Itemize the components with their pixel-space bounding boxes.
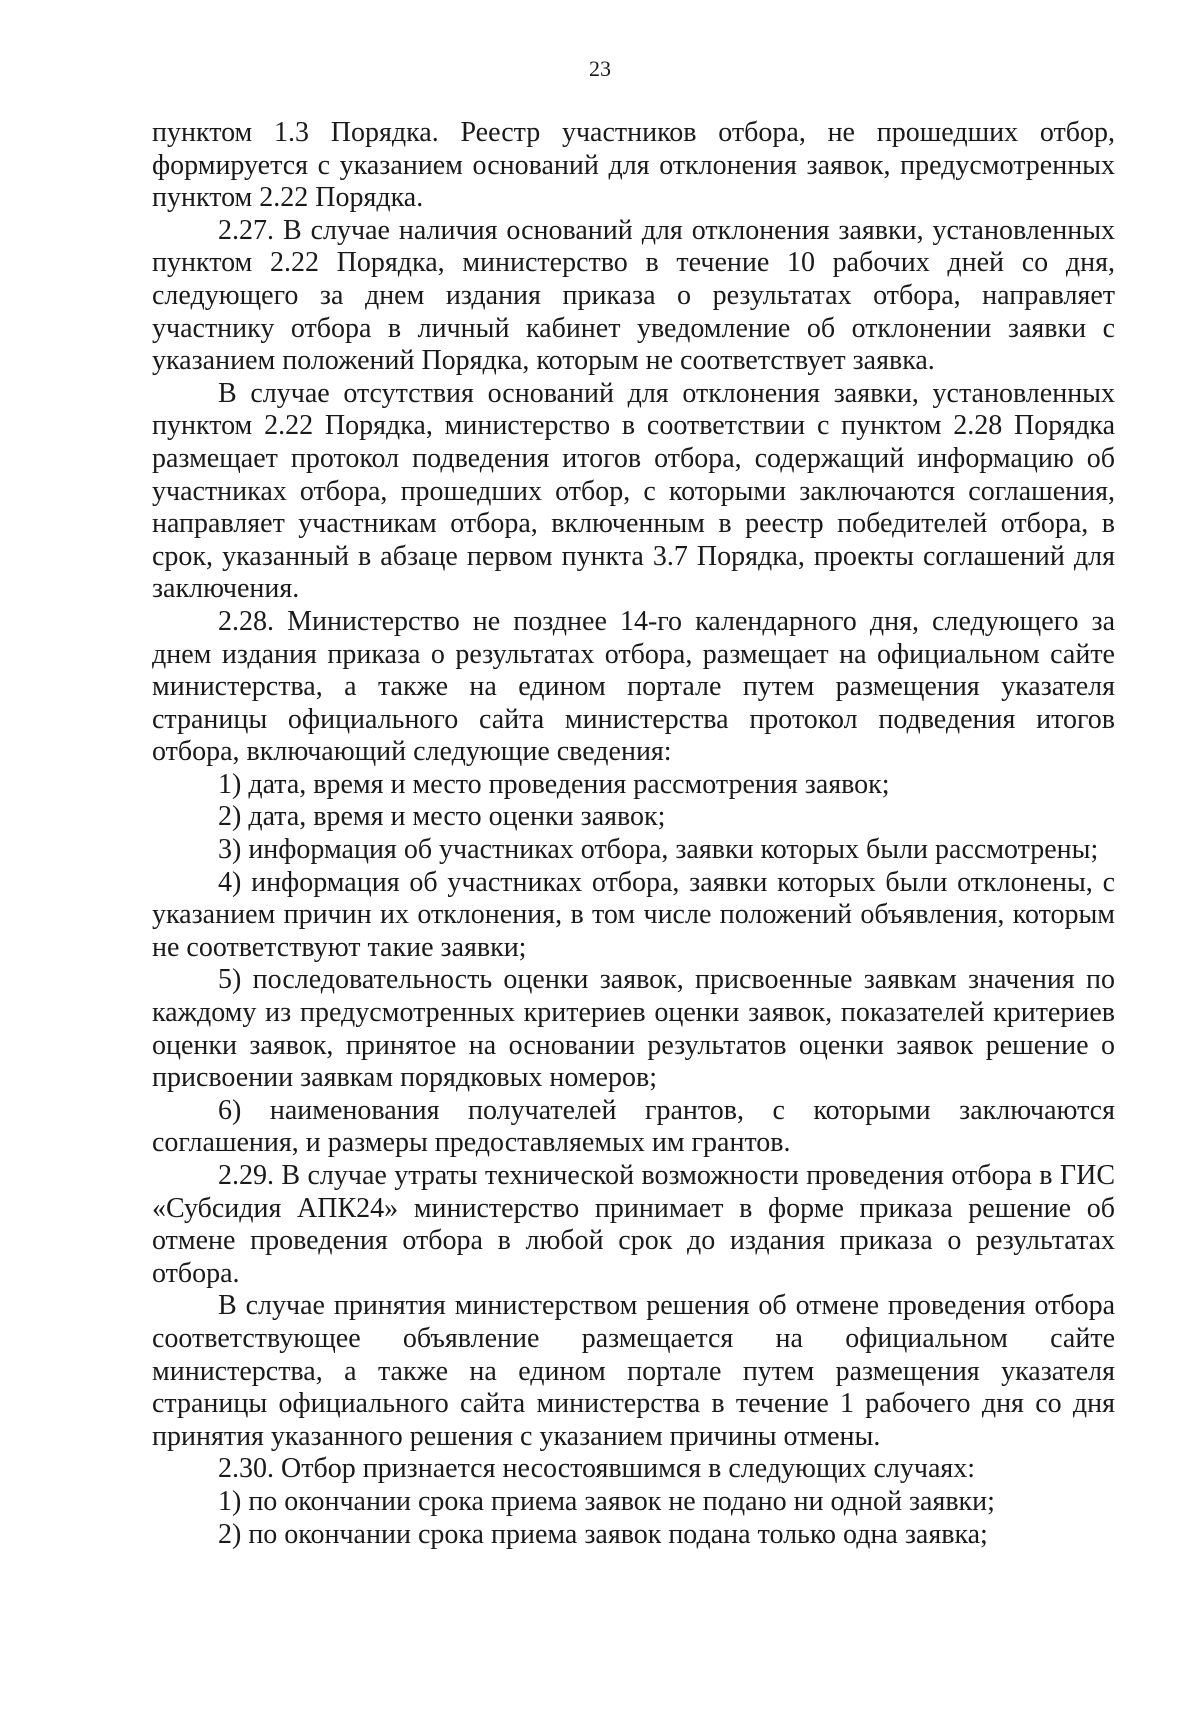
list-item-2-28-3: 3) информация об участниках отбора, заявки которых были рассмотрены; <box>218 834 1099 866</box>
list-item-2-30-1: 1) по окончании срока приема заявок не подано ни одной заявки; <box>218 1485 995 1517</box>
paragraph-2-28: 2.28. Министерство не позднее 14-го календарного дня, следующего за днем издания приказа о результатах отбора, размещает на официальном сайте министерства, а также на едином портале путем размещения указателя страницы официального сайта министерства протокол подведения итогов отбора, включающий следующие сведения: <box>152 605 1115 768</box>
paragraph-2-27-absence: В случае отсутствия оснований для отклонения заявки, установленных пунктом 2.22 Порядка, министерство в соответствии с пунктом 2.28 Порядка размещает протокол подведения итогов отбора, содержащий информацию об участниках отбора, прошедших отбор, с которыми заключаются соглашения, направляет участникам отбора, включенным в реестр победителей отбора, в срок, указанный в абзаце первом пункта 3.7 Порядка, проекты соглашений для заключения. <box>152 377 1115 605</box>
paragraph-2-27: 2.27. В случае наличия оснований для отклонения заявки, установленных пунктом 2.22 Порядка, министерство в течение 10 рабочих дней со дня, следующего за днем издания приказа о результатах отбора, направляет участнику отбора в личный кабинет уведомление об отклонении заявки с указанием положений Порядка, которым не соответствует заявка. <box>152 214 1115 377</box>
list-item-2-30-2: 2) по окончании срока приема заявок подана только одна заявка; <box>218 1518 988 1550</box>
paragraph-2-30: 2.30. Отбор признается несостоявшимся в следующих случаях: <box>218 1453 976 1485</box>
list-item-2-28-1: 1) дата, время и место проведения рассмотрения заявок; <box>218 768 890 800</box>
paragraph-2-29: 2.29. В случае утраты технической возможности проведения отбора в ГИС «Субсидия АПК24» министерство принимает в форме приказа решение об отмене проведения отбора в любой срок до издания приказа о результатах отбора. <box>152 1160 1115 1289</box>
page-number: 23 <box>589 56 611 81</box>
document-body <box>152 117 1115 1551</box>
list-item-2-28-6: 6) наименования получателей грантов, с которыми заключаются соглашения, и размеры предоставляемых им грантов. <box>152 1094 1115 1159</box>
paragraph-2-29-cancellation: В случае принятия министерством решения об отмене проведения отбора соответствующее объявление размещается на официальном сайте министерства, а также на едином портале путем размещения указателя страницы официального сайта министерства в течение 1 рабочего дня со дня принятия указанного решения с указанием причины отмены. <box>152 1290 1115 1452</box>
list-item-2-28-5: 5) последовательность оценки заявок, присвоенные заявкам значения по каждому из предусмотренных критериев оценки заявок, показателей критериев оценки заявок, принятое на основании результатов оценки заявок решение о присвоении заявкам порядковых номеров; <box>152 964 1115 1094</box>
paragraph-continuation: пунктом 1.3 Порядка. Реестр участников отбора, не прошедших отбор, формируется с указанием оснований для отклонения заявок, предусмотренных пунктом 2.22 Порядка. <box>152 117 1115 214</box>
list-item-2-28-4: 4) информация об участниках отбора, заявки которых были отклонены, с указанием причин их отклонения, в том числе положений объявления, которым не соответствуют такие заявки; <box>152 866 1115 963</box>
list-item-2-28-2: 2) дата, время и место оценки заявок; <box>218 801 666 833</box>
